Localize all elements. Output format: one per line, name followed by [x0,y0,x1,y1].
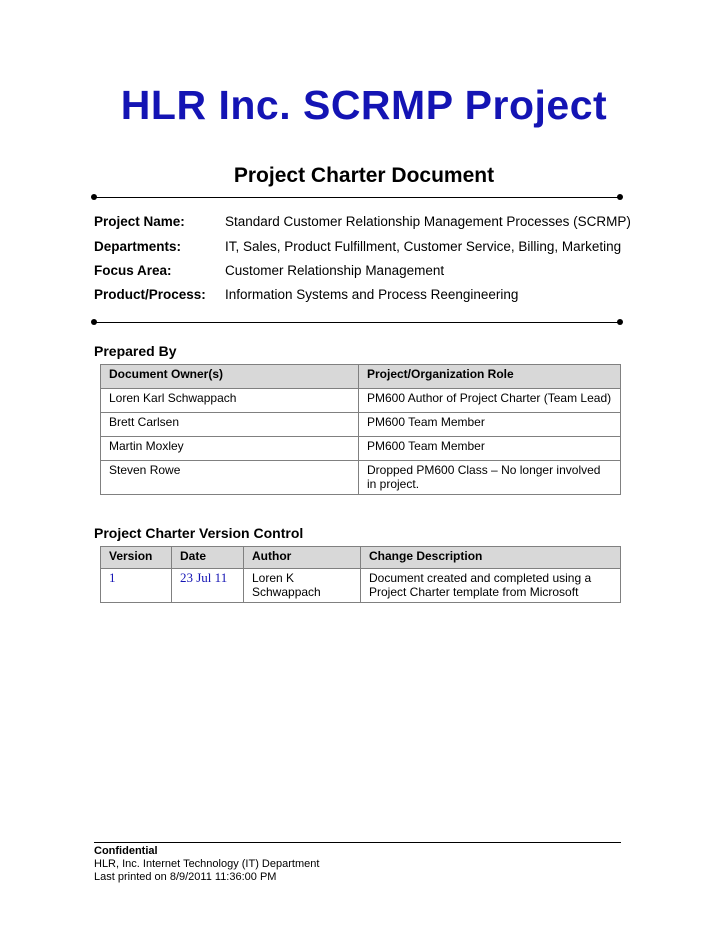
table-header-row [101,547,621,569]
version-control-heading: Project Charter Version Control [94,525,304,541]
info-value: Standard Customer Relationship Management Processes (SCRMP) [225,214,631,229]
info-row-departments [94,239,634,259]
prepared-by-heading: Prepared By [94,343,177,359]
footer-divider [94,842,621,843]
page-footer [94,845,319,884]
info-row-project-name [94,214,634,234]
table-row [101,437,621,461]
info-label: Departments: [94,239,182,254]
role-cell: PM600 Team Member [359,413,621,437]
top-divider [94,197,620,198]
column-header-version: Version [101,547,172,569]
info-label: Focus Area: [94,263,172,278]
document-owners-table [100,364,621,495]
owner-cell: Loren Karl Schwappach [101,389,359,413]
column-header-change: Change Description [361,547,621,569]
table-row [101,569,621,603]
table-row [101,461,621,495]
author-cell: Loren K Schwappach [244,569,361,603]
info-value: Information Systems and Process Reengineering [225,287,519,302]
table-header-row [101,365,621,389]
footer-confidential: Confidential [94,845,158,857]
version-cell: 1 [101,569,172,603]
role-cell: PM600 Team Member [359,437,621,461]
middle-divider [94,322,620,323]
owner-cell: Steven Rowe [101,461,359,495]
date-cell: 23 Jul 11 [172,569,244,603]
table-row [101,389,621,413]
owner-cell: Martin Moxley [101,437,359,461]
role-cell: Dropped PM600 Class – No longer involved in project. [359,461,621,495]
document-title: HLR Inc. SCRMP Project [120,82,608,128]
info-row-product-process [94,287,634,307]
column-header-date: Date [172,547,244,569]
column-header-author: Author [244,547,361,569]
column-header-role: Project/Organization Role [359,365,621,389]
document-subtitle: Project Charter Document [233,164,495,187]
column-header-owner: Document Owner(s) [101,365,359,389]
version-control-table [100,546,621,603]
change-cell: Document created and completed using a Project Charter template from Microsoft [361,569,621,603]
info-row-focus-area [94,263,634,283]
info-value: IT, Sales, Product Fulfillment, Customer Service, Billing, Marketing [225,239,622,254]
info-label: Product/Process: [94,287,206,302]
info-value: Customer Relationship Management [225,263,445,278]
role-cell: PM600 Author of Project Charter (Team Lead) [359,389,621,413]
table-row [101,413,621,437]
owner-cell: Brett Carlsen [101,413,359,437]
footer-printed: Last printed on 8/9/2011 11:36:00 PM [94,871,277,883]
info-label: Project Name: [94,214,185,229]
footer-department: HLR, Inc. Internet Technology (IT) Department [94,858,320,870]
